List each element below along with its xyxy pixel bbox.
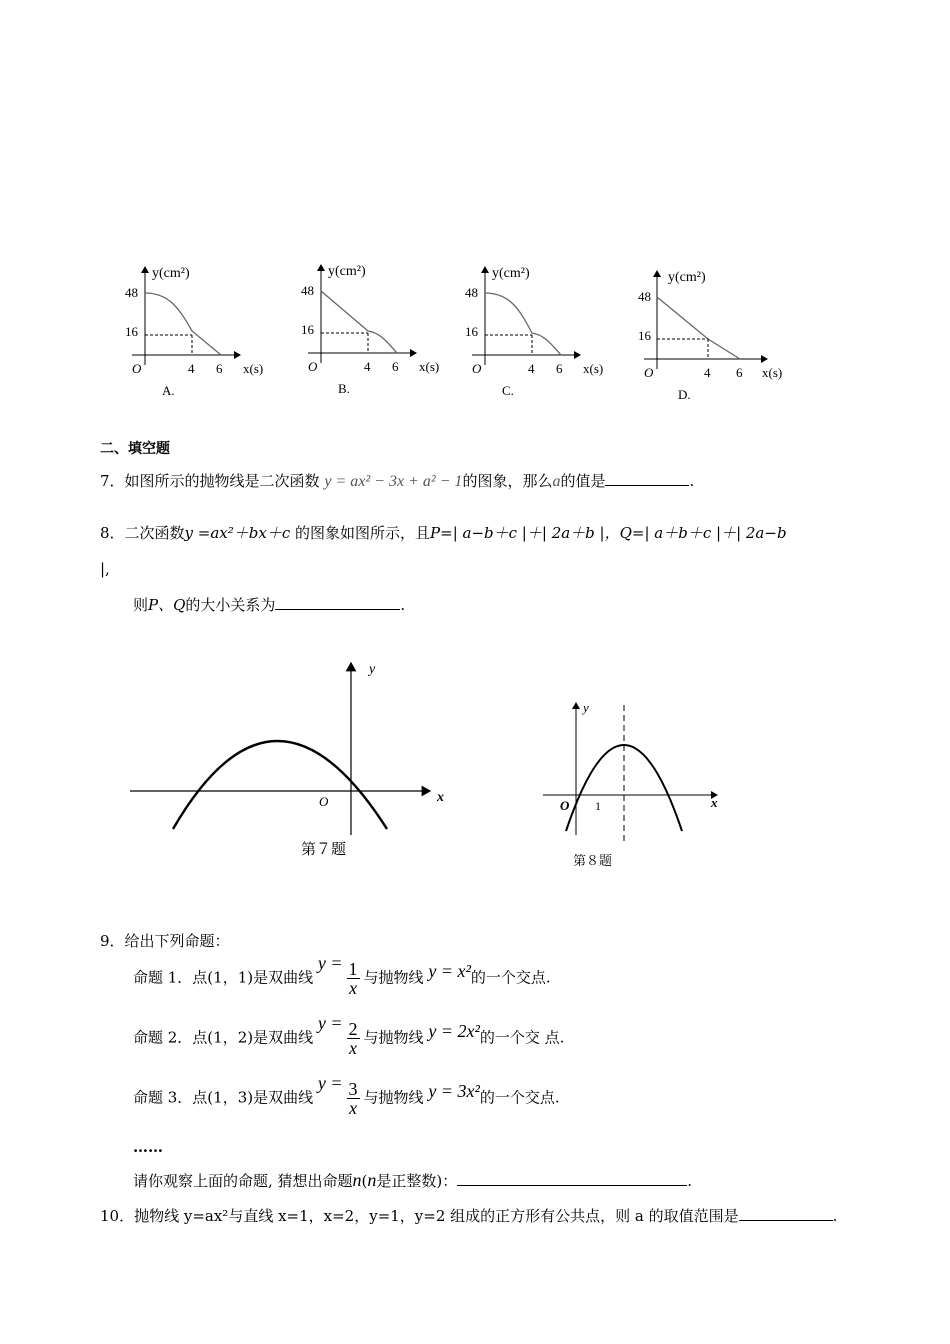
q10-text: 10．抛物线 y=ax²与直线 x=1，x=2，y=1，y=2 组成的正方形有公共点，则 a 的取值范围是 bbox=[100, 1207, 739, 1225]
q8-then: 则 bbox=[133, 596, 149, 614]
ylabel: y(cm²) bbox=[668, 270, 706, 285]
q7-text-b: 的图象，那么 bbox=[462, 472, 553, 490]
question-7 bbox=[100, 470, 694, 491]
ytick-48: 48 bbox=[638, 289, 651, 304]
graph-c bbox=[465, 266, 603, 398]
proposition-1 bbox=[133, 952, 551, 998]
fig8-ylabel: y bbox=[583, 700, 589, 715]
q8-line2: |, bbox=[100, 560, 110, 578]
xtick-4: 4 bbox=[188, 361, 195, 376]
graph-a bbox=[125, 266, 263, 398]
prop-fraction bbox=[347, 960, 360, 997]
q9-ellipsis: …… bbox=[133, 1138, 163, 1156]
q8-answer-blank[interactable] bbox=[275, 595, 400, 610]
prop-tail: 的一个交点. bbox=[479, 1088, 560, 1107]
graphs-row bbox=[100, 255, 820, 410]
xlabel: x(s) bbox=[583, 361, 604, 376]
origin: O bbox=[472, 361, 482, 376]
fig8-origin: O bbox=[560, 798, 570, 813]
ytick-48: 48 bbox=[301, 283, 314, 298]
frac-num: 1 bbox=[348, 959, 358, 979]
prop-fraction bbox=[347, 1080, 360, 1117]
q9-guess-a: 请你观察上面的命题, 猜想出命题 bbox=[133, 1172, 353, 1190]
frac-den: x bbox=[349, 1038, 358, 1058]
q8-end: . bbox=[400, 596, 406, 614]
prop-yeq: y = bbox=[317, 952, 343, 973]
q8-Q: Q=| a＋b＋c |＋| 2a−b bbox=[619, 524, 787, 542]
xlabel: x(s) bbox=[762, 365, 783, 380]
origin: O bbox=[132, 361, 142, 376]
frac-num: 2 bbox=[348, 1019, 358, 1039]
q8-text: 的图象如图所示，且 bbox=[295, 524, 431, 542]
q9-n: n bbox=[352, 1170, 362, 1190]
q7-number: 7． bbox=[100, 472, 125, 490]
q8-P: P=| a−b＋c |＋| 2a＋b |， bbox=[430, 524, 620, 542]
fig7-caption: 第７题 bbox=[301, 842, 347, 858]
prop-lead: 命题 3．点(1，3)是双曲线 bbox=[133, 1088, 314, 1107]
q9-n2: n bbox=[367, 1170, 377, 1190]
q7-formula: y = ax² − 3x + a² − 1 bbox=[324, 473, 463, 490]
q8-vars: P、Q bbox=[148, 596, 186, 614]
option-label: A. bbox=[162, 383, 175, 398]
frac-den: x bbox=[349, 978, 358, 998]
q9-end: . bbox=[687, 1172, 693, 1190]
ytick-16: 16 bbox=[301, 322, 314, 337]
question-8-line3 bbox=[133, 594, 405, 615]
q9-guess bbox=[133, 1170, 692, 1191]
q10-answer-blank[interactable] bbox=[739, 1206, 833, 1221]
q8-relation: 的大小关系为 bbox=[185, 596, 276, 614]
prop-parabola: y = x² bbox=[428, 960, 471, 981]
fig7-origin: O bbox=[319, 794, 329, 809]
q9-title: 9．给出下列命题： bbox=[100, 932, 230, 950]
q7-var: a bbox=[552, 473, 561, 490]
prop-yeq: y = bbox=[317, 1012, 343, 1033]
figure-7 bbox=[125, 655, 455, 865]
ytick-48: 48 bbox=[125, 285, 138, 300]
proposition-2 bbox=[133, 1012, 565, 1058]
frac-num: 3 bbox=[348, 1079, 358, 1099]
prop-parabola: y = 3x² bbox=[428, 1080, 480, 1101]
ylabel: y(cm²) bbox=[152, 266, 190, 281]
fig7-xlabel: x bbox=[437, 790, 444, 805]
prop-mid: 与抛物线 bbox=[363, 1028, 424, 1047]
ytick-16: 16 bbox=[125, 324, 138, 339]
xtick-6: 6 bbox=[392, 359, 399, 374]
fig8-xlabel: x bbox=[711, 795, 718, 810]
q7-text-c: 的值是 bbox=[560, 472, 606, 490]
fig8-caption: 第８题 bbox=[573, 853, 613, 868]
ytick-48: 48 bbox=[465, 285, 478, 300]
ylabel: y(cm²) bbox=[328, 264, 366, 279]
prop-yeq: y = bbox=[317, 1072, 343, 1093]
xlabel: x(s) bbox=[419, 359, 440, 374]
graph-b bbox=[301, 264, 439, 396]
prop-mid: 与抛物线 bbox=[363, 1088, 424, 1107]
q8-lead: 8．二次函数 bbox=[100, 524, 185, 542]
prop-tail: 的一个交点. bbox=[470, 968, 551, 987]
proposition-3 bbox=[133, 1072, 560, 1118]
xtick-6: 6 bbox=[736, 365, 743, 380]
q8-fn: y =ax²＋bx＋c bbox=[184, 524, 291, 542]
prop-parabola: y = 2x² bbox=[428, 1020, 480, 1041]
origin: O bbox=[644, 365, 654, 380]
xlabel: x(s) bbox=[243, 361, 264, 376]
ytick-16: 16 bbox=[638, 328, 651, 343]
section-title: 二、填空题 bbox=[100, 441, 170, 457]
fig7-ylabel: y bbox=[369, 662, 376, 677]
option-label: B. bbox=[338, 381, 350, 396]
option-label: D. bbox=[678, 387, 691, 402]
q9-guess-c: 是正整数)： bbox=[376, 1172, 458, 1190]
fig8-one: 1 bbox=[595, 799, 601, 813]
figure-8 bbox=[535, 695, 735, 875]
question-10 bbox=[100, 1205, 837, 1226]
option-label: C. bbox=[502, 383, 514, 398]
q10-end: . bbox=[832, 1207, 838, 1225]
prop-lead: 命题 2．点(1，2)是双曲线 bbox=[133, 1028, 314, 1047]
prop-fraction bbox=[347, 1020, 360, 1057]
xtick-4: 4 bbox=[528, 361, 535, 376]
q9-answer-blank[interactable] bbox=[457, 1171, 687, 1186]
graph-d bbox=[638, 270, 782, 402]
origin: O bbox=[308, 359, 318, 374]
xtick-6: 6 bbox=[216, 361, 223, 376]
xtick-4: 4 bbox=[704, 365, 711, 380]
q9-guess-b: ( bbox=[361, 1172, 368, 1190]
frac-den: x bbox=[349, 1098, 358, 1118]
xtick-6: 6 bbox=[556, 361, 563, 376]
question-8-line1 bbox=[100, 522, 787, 543]
q7-answer-blank[interactable] bbox=[605, 471, 689, 486]
q7-end: . bbox=[689, 472, 695, 490]
ylabel: y(cm²) bbox=[492, 266, 530, 281]
prop-tail: 的一个交 点. bbox=[479, 1028, 565, 1047]
ytick-16: 16 bbox=[465, 324, 478, 339]
prop-lead: 命题 1．点(1，1)是双曲线 bbox=[133, 968, 314, 987]
xtick-4: 4 bbox=[364, 359, 371, 374]
prop-mid: 与抛物线 bbox=[363, 968, 424, 987]
q7-text-a: 如图所示的抛物线是二次函数 bbox=[124, 472, 320, 490]
